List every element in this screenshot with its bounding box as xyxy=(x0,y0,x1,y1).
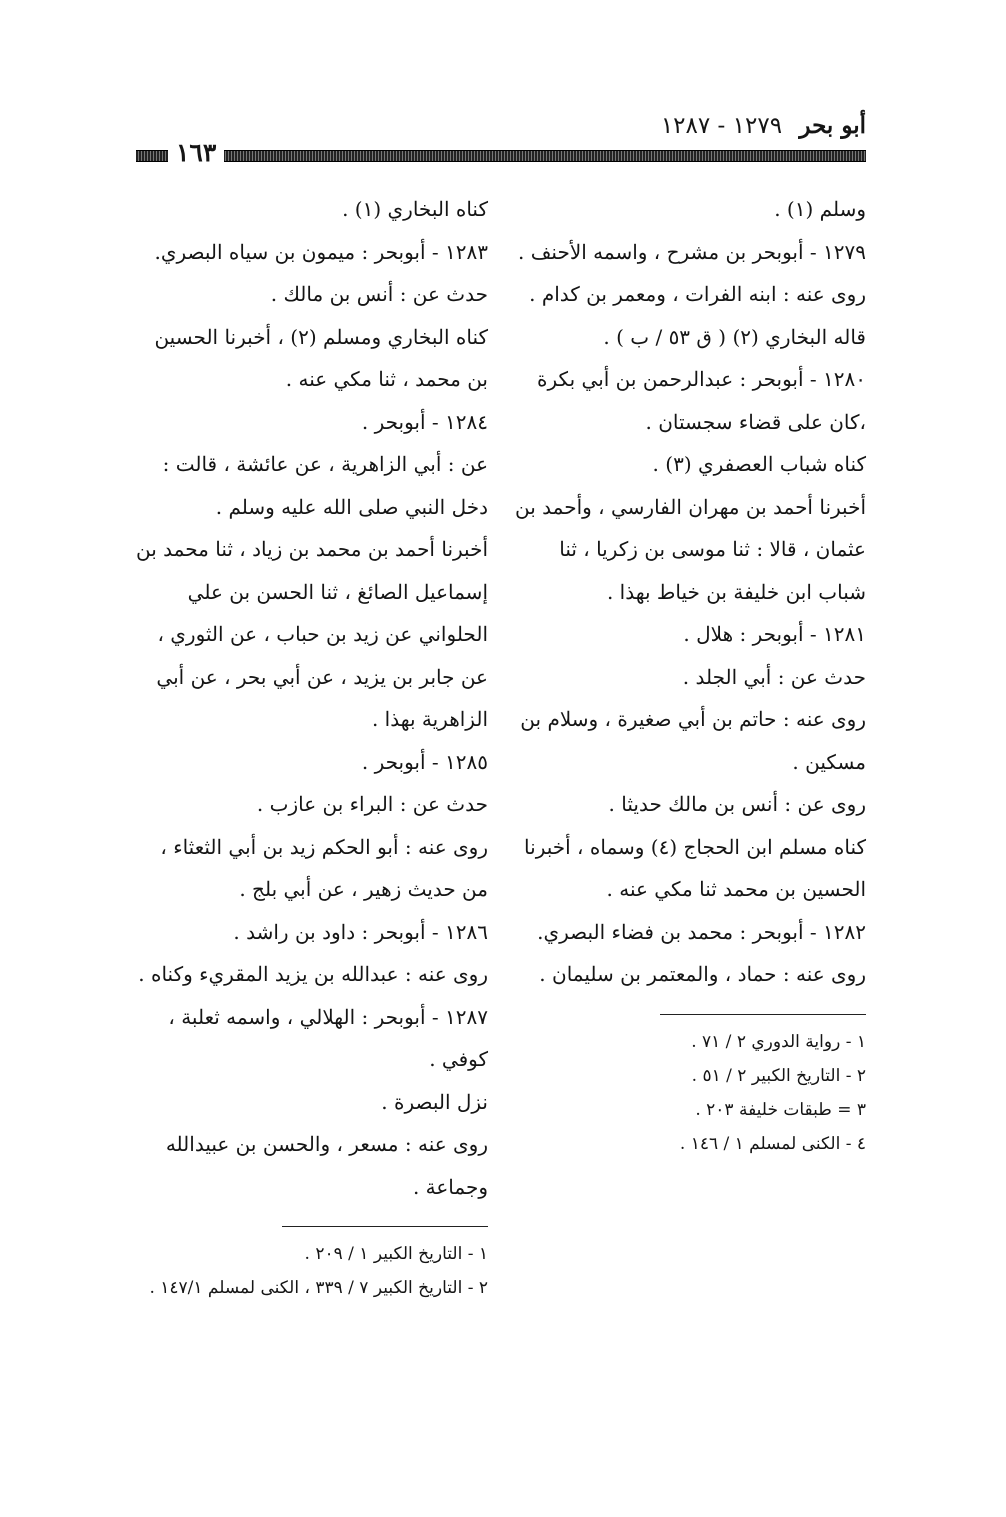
header-entry-range: ١٢٧٩ - ١٢٨٧ xyxy=(660,113,783,139)
footnote: ٤ - الكنى لمسلم ١ / ١٤٦ . xyxy=(679,1133,866,1154)
text-line: نزل البصرة . xyxy=(381,1089,488,1114)
text-line: وسلم (١) . xyxy=(774,197,866,221)
text-line: روى عنه : حماد ، والمعتمر بن سليمان . xyxy=(539,962,866,986)
text-line: كناه شباب العصفري (٣) . xyxy=(652,452,866,476)
text-line: كناه البخاري (١) . xyxy=(342,197,488,221)
text-line: عن : أبي الزاهرية ، عن عائشة ، قالت : دخل النبي صلى الله عليه وسلم . xyxy=(162,452,488,519)
text-line: أخبرنا أحمد بن مهران الفارسي ، وأحمد بن عثمان ، قالا : ثنا موسى بن زكريا ، ثنا شباب ابن خليفة بن خياط بهذا . xyxy=(515,494,866,604)
text-line: حدث عن : البراء بن عازب . xyxy=(256,792,488,816)
entry-1280: ١٢٨٠ - أبوبحر : عبدالرحمن بن أبي بكرة ،كان على قضاء سجستان . xyxy=(537,367,866,434)
running-header xyxy=(661,112,866,139)
left-column xyxy=(134,188,488,1305)
entry-1282: ١٢٨٢ - أبوبحر : محمد بن فضاء البصري. xyxy=(537,919,866,944)
text-line: روى عنه : ابنه الفرات ، ومعمر بن كدام . xyxy=(529,282,866,306)
footnote-rule xyxy=(660,1014,866,1015)
text-line: روى عنه : حاتم بن أبي صغيرة ، وسلام بن مسكين . xyxy=(520,707,866,774)
text-line: روى عنه : مسعر ، والحسن بن عبيدالله وجماعة . xyxy=(165,1132,488,1199)
entry-1286: ١٢٨٦ - أبوبحر : داود بن راشد . xyxy=(233,919,488,944)
header-title: أبو بحر xyxy=(799,112,866,139)
text-line: روى عنه : عبدالله بن يزيد المقريء وكناه . xyxy=(138,962,488,986)
page-number: ١٦٣ xyxy=(168,138,224,167)
entry-1281: ١٢٨١ - أبوبحر : هلال . xyxy=(683,622,866,646)
text-line: روى عنه : أبو الحكم زيد بن أبي الثعثاء ، من حديث زهير ، عن أبي بلج . xyxy=(160,834,488,901)
text-line: قاله البخاري (٢) ( ق ٥٣ / ب ) . xyxy=(603,324,866,349)
right-column xyxy=(512,188,866,1161)
text-line: روى عن : أنس بن مالك حديثا . xyxy=(608,792,866,816)
footnote: ١ - رواية الدوري ٢ / ٧١ . xyxy=(691,1031,866,1052)
text-line: أخبرنا أحمد بن محمد بن زياد ، ثنا محمد بن إسماعيل الصائغ ، ثنا الحسن بن علي الحلواني عن زيد بن حباب ، عن الثوري ، عن جابر بن يزيد ، عن أبي بحر ، عن أبي الزاهرية بهذا . xyxy=(136,537,488,731)
entry-1284: ١٢٨٤ - أبوبحر . xyxy=(361,409,488,434)
footnote: ٢ - التاريخ الكبير ٧ / ٣٣٩ ، الكنى لمسلم ١٤٧/١ . xyxy=(149,1278,488,1298)
text-line: كناه مسلم ابن الحجاج (٤) وسماه ، أخبرنا الحسين بن محمد ثنا مكي عنه . xyxy=(524,834,866,901)
footnote: ٣ = طبقات خليفة ٢٠٣ . xyxy=(695,1099,866,1120)
header-rule xyxy=(136,150,866,162)
entry-1287: ١٢٨٧ - أبوبحر : الهلالي ، واسمه ثعلبة ، كوفي . xyxy=(168,1004,488,1071)
entry-1285: ١٢٨٥ - أبوبحر . xyxy=(361,749,488,774)
text-line: حدث عن : أبي الجلد . xyxy=(682,664,866,689)
footnote: ٢ - التاريخ الكبير ٢ / ٥١ . xyxy=(691,1065,866,1086)
text-line: كناه البخاري ومسلم (٢) ، أخبرنا الحسين بن محمد ، ثنا مكي عنه . xyxy=(154,324,488,391)
text-line: حدث عن : أنس بن مالك . xyxy=(270,282,488,306)
entry-1279: ١٢٧٩ - أبوبحر بن مشرح ، واسمه الأحنف . xyxy=(518,239,866,264)
entry-1283: ١٢٨٣ - أبوبحر : ميمون بن سياه البصري. xyxy=(154,239,488,264)
footnote: ١ - التاريخ الكبير ١ / ٢٠٩ . xyxy=(304,1244,488,1264)
footnote-rule xyxy=(282,1226,488,1227)
